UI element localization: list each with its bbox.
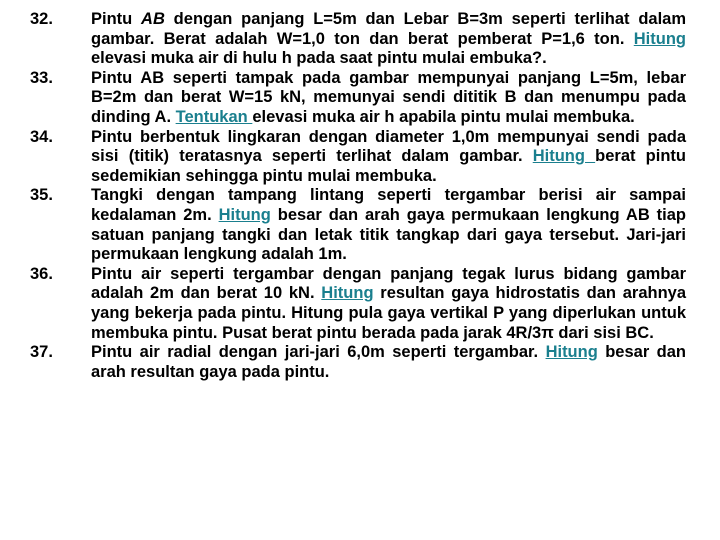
action-word-link[interactable]: Tentukan [175,107,253,126]
problem-number: 34. [30,127,53,146]
text-segment: Pintu AB seperti tampak pada gambar mempunyai panjang L=5m, lebar B=2m dan berat W=15 kN, memunyai sendi dititik B dan menumpu pada dinding A. [91,68,686,126]
problem-text [91,69,686,128]
problem-item [30,69,686,128]
text-segment: berat pintu sedemikian sehingga pintu mulai membuka. [91,147,686,185]
text-segment: Tangki dengan tampang lintang seperti tergambar berisi air sampai kedalaman 2m. [91,186,686,224]
text-segment: besar dan arah resultan gaya pada pintu. [91,343,686,381]
problem-number: 36. [30,264,53,283]
problem-number: 32. [30,10,53,28]
action-word-link[interactable]: Hitung [532,147,596,166]
action-word-link[interactable]: Hitung [633,29,686,48]
text-segment: elevasi muka air di hulu h pada saat pintu mulai embuka?. [91,49,547,68]
text-segment: besar dan arah gaya permukaan lengkung AB tiap satuan panjang tangki dan letak titik tangkap dari gaya tersebut. Jari-jari permukaan lengkung adalah 1m. [91,205,686,264]
action-word-link[interactable]: Hitung [321,284,374,303]
problem-text [91,10,686,69]
text-segment: dengan panjang L=5m dan Lebar B=3m seperti terlihat dalam gambar. Berat adalah W=1,0 ton dan berat pemberat P=1,6 ton. [91,10,687,48]
problem-item [30,128,686,187]
problem-number: 33. [30,68,53,87]
problem-number: 35. [30,186,53,205]
text-segment: elevasi muka air h apabila pintu mulai membuka. [252,107,635,126]
text-segment: Pintu [91,10,142,28]
text-segment: Pintu air seperti tergambar dengan panjang tegak lurus bidang gambar adalah 2m dan berat 10 kN. [91,264,686,303]
italic-text: AB [141,10,165,28]
action-word-link[interactable]: Hitung [218,205,271,224]
problem-number: 37. [30,343,53,362]
problem-item [30,343,686,382]
problem-item [30,10,686,69]
problem-item [30,265,686,343]
text-segment: resultan gaya hidrostatis dan arahnya yang bekerja pada pintu. Hitung pula gaya vertikal P yang diperlukan untuk membuka pintu. Pusat berat pintu berada pada jarak 4R/3π dari sisi BC. [91,284,687,342]
problem-text [91,265,686,343]
problem-text [91,186,686,264]
text-segment: Pintu berbentuk lingkaran dengan diameter 1,0m mempunyai sendi pada sisi (titik) teratasnya seperti terlihat dalam gambar. [91,127,686,166]
problem-text [91,343,686,382]
text-segment: Pintu air radial dengan jari-jari 6,0m seperti tergambar. [91,343,546,362]
problem-text [91,128,686,187]
problem-list [30,10,686,382]
action-word-link[interactable]: Hitung [545,343,598,362]
problem-item [30,186,686,264]
